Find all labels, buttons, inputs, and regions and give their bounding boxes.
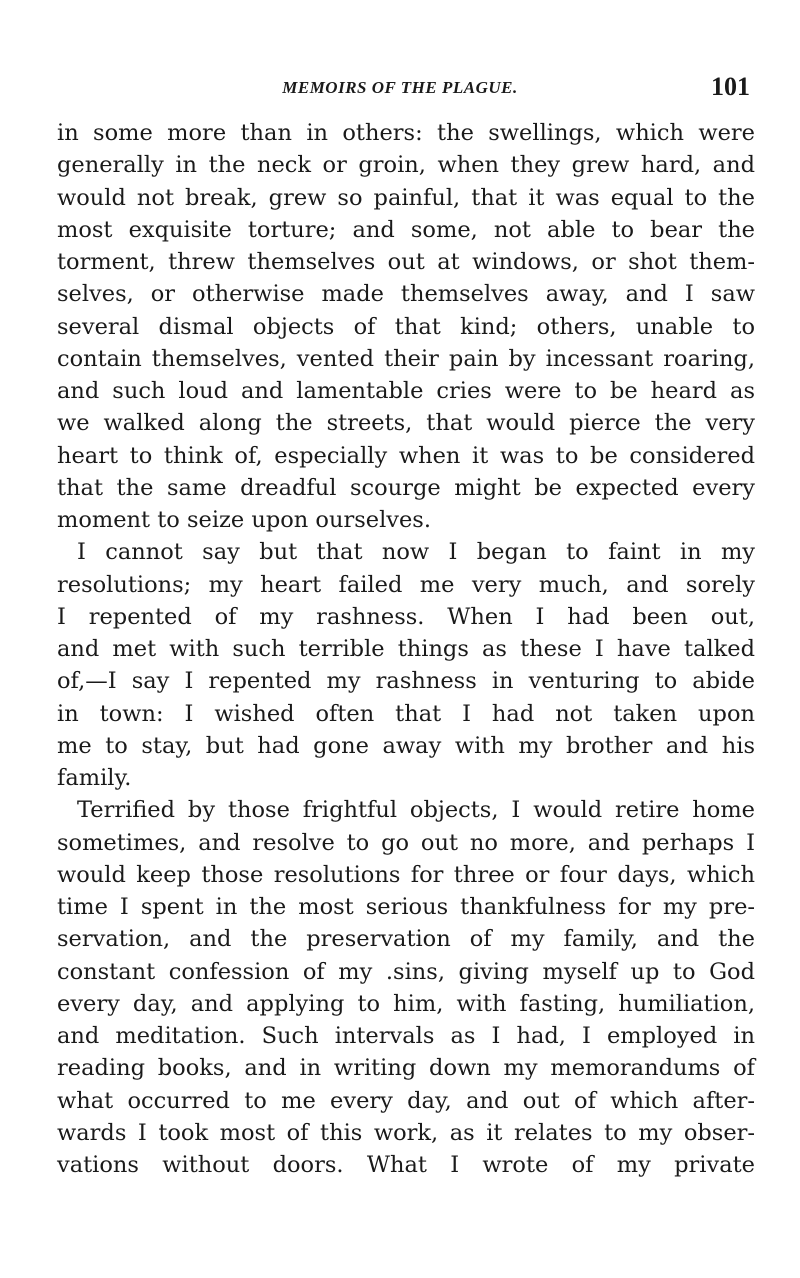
text-line: moment to seize upon ourselves. xyxy=(57,507,431,533)
text-line: I repented of my rashness. When I had been out, xyxy=(57,603,755,630)
text-line: would not break, grew so painful, that it was equal to the xyxy=(57,184,755,211)
text-line: constant confession of my .sins, giving myself up to God xyxy=(57,958,755,985)
text-line: heart to think of, especially when it was to be considered xyxy=(57,442,755,469)
text-line: and met with such terrible things as these I have talked xyxy=(57,636,755,662)
text-line: several dismal objects of that kind; others, unable to xyxy=(57,313,755,340)
text-line: generally in the neck or groin, when they grew hard, and xyxy=(57,152,755,179)
text-line: most exquisite torture; and some, not able to bear the xyxy=(57,216,755,243)
text-line: selves, or otherwise made themselves away, and I saw xyxy=(57,281,755,308)
text-line: would keep those resolutions for three or four days, which xyxy=(57,861,755,888)
text-line: resolutions; my heart failed me very much, and sorely xyxy=(57,571,755,598)
text-line: wards I took most of this work, as it relates to my obser- xyxy=(57,1119,755,1146)
text-line: in town: I wished often that I had not taken upon xyxy=(57,700,755,727)
text-line: me to stay, but had gone away with my brother and his xyxy=(57,732,755,759)
body-text xyxy=(57,117,755,1181)
text-line: and meditation. Such intervals as I had, I employed in xyxy=(57,1023,755,1049)
text-line: contain themselves, vented their pain by incessant roaring, xyxy=(57,345,755,372)
text-line: what occurred to me every day, and out of which after- xyxy=(57,1087,755,1114)
page-header xyxy=(0,72,800,112)
paragraph-start-line: I cannot say but that now I began to faint in my xyxy=(77,539,755,566)
paragraph-start-line: Terrified by those frightful objects, I would retire home xyxy=(77,797,755,824)
text-line: of,—I say I repented my rashness in venturing to abide xyxy=(57,668,755,695)
text-line: torment, threw themselves out at windows, or shot them- xyxy=(57,249,755,275)
text-line: servation, and the preservation of my family, and the xyxy=(57,926,755,953)
text-line: family. xyxy=(57,765,132,791)
text-line: every day, and applying to him, with fasting, humiliation, xyxy=(57,990,755,1017)
text-line: reading books, and in writing down my memorandums of xyxy=(57,1055,755,1082)
text-line: time I spent in the most serious thankfulness for my pre- xyxy=(57,894,755,920)
text-line: that the same dreadful scourge might be expected every xyxy=(57,474,755,501)
text-line: and such loud and lamentable cries were to be heard as xyxy=(57,378,755,404)
text-line: vations without doors. What I wrote of my private xyxy=(57,1152,755,1178)
page-number: 101 xyxy=(711,72,750,101)
text-line: in some more than in others: the swellings, which were xyxy=(57,120,755,146)
text-line: sometimes, and resolve to go out no more, and perhaps I xyxy=(57,829,755,856)
running-title: MEMOIRS OF THE PLAGUE. xyxy=(282,78,518,97)
text-line: we walked along the streets, that would pierce the very xyxy=(57,410,755,437)
